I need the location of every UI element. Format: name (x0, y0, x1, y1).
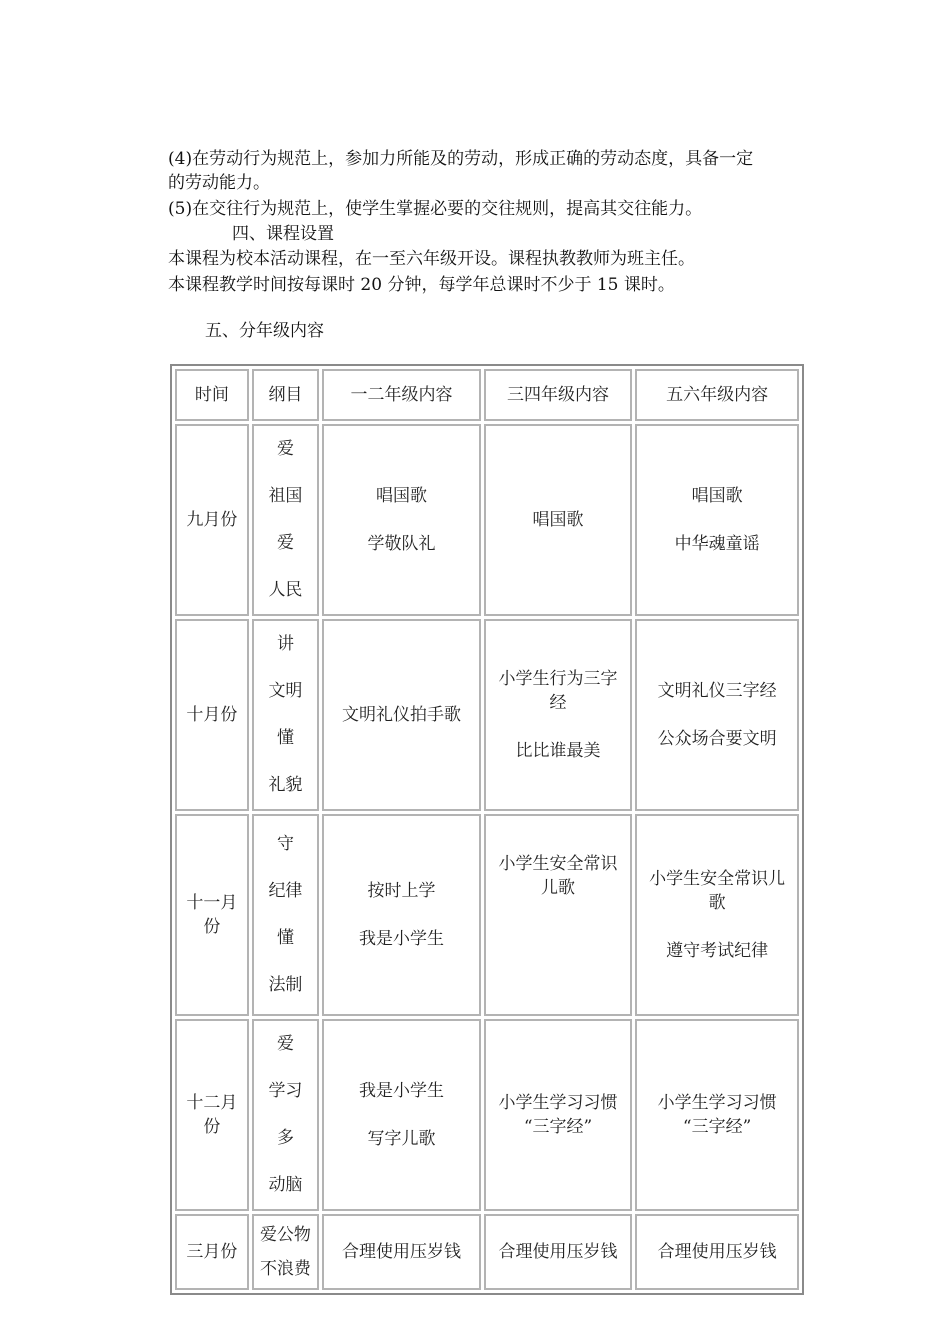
cell-grade12 (322, 1019, 481, 1211)
table-row (175, 619, 799, 811)
outline-line: 守 (276, 834, 294, 854)
section-heading-course-setup: 四、课程设置 (232, 224, 334, 244)
grade-content-table (170, 364, 804, 1295)
content-line: 我是小学生 (359, 929, 445, 949)
content-line: 小学生行为三字 (498, 669, 618, 689)
cell-outline (252, 1019, 320, 1211)
table-row (175, 1214, 799, 1290)
paragraph-setup-2: 本课程教学时间按每课时 20 分钟，每学年总课时不少于 15 课时。 (168, 275, 675, 295)
outline-line: 学习 (268, 1081, 303, 1101)
cell-grade34: 合理使用压岁钱 (484, 1214, 632, 1290)
outline-line: 法制 (268, 975, 303, 995)
content-line: 遵守考试纪律 (666, 941, 769, 961)
content-line: 歌 (708, 893, 726, 913)
content-line: “三字经” (523, 1117, 593, 1137)
content-line: 儿歌 (541, 878, 576, 898)
paragraph-social: (5)在交往行为规范上，使学生掌握必要的交往规则，提高其交往能力。 (168, 199, 703, 219)
table-header-row (175, 369, 799, 421)
cell-time: 三月份 (175, 1214, 249, 1290)
outline-line: 爱 (276, 1034, 294, 1054)
cell-outline (252, 814, 320, 1016)
cell-grade56 (635, 814, 799, 1016)
paragraph-labor-line1: (4)在劳动行为规范上，参加力所能及的劳动，形成正确的劳动态度，具备一定 (168, 149, 754, 169)
header-grade56: 五六年级内容 (635, 369, 799, 421)
content-line: 小学生学习习惯 (657, 1093, 777, 1113)
cell-grade12: 合理使用压岁钱 (322, 1214, 481, 1290)
cell-grade56 (635, 424, 799, 616)
cell-grade56 (635, 1019, 799, 1211)
table-row (175, 424, 799, 616)
outline-line: 人民 (268, 580, 303, 600)
cell-grade12 (322, 619, 481, 811)
content-line: 文明礼仪拍手歌 (342, 705, 462, 725)
outline-line: 爱 (276, 439, 294, 459)
cell-grade34 (484, 1019, 632, 1211)
content-line: 小学生安全常识儿 (649, 869, 786, 889)
content-line: 唱国歌 (532, 510, 584, 530)
header-grade34: 三四年级内容 (484, 369, 632, 421)
content-line: 唱国歌 (376, 486, 428, 506)
cell-outline (252, 424, 320, 616)
outline-line: 不浪费 (259, 1259, 311, 1279)
header-time: 时间 (175, 369, 249, 421)
content-line: 经 (549, 693, 567, 713)
cell-grade12 (322, 814, 481, 1016)
content-line: 公众场合要文明 (657, 729, 777, 749)
cell-outline (252, 1214, 320, 1290)
content-line: 小学生学习习惯 (498, 1093, 618, 1113)
cell-grade34 (484, 619, 632, 811)
header-grade12: 一二年级内容 (322, 369, 481, 421)
header-outline: 纲目 (252, 369, 320, 421)
outline-line: 爱 (276, 533, 294, 553)
table-row (175, 1019, 799, 1211)
outline-line: 祖国 (268, 486, 303, 506)
content-line: 按时上学 (367, 881, 436, 901)
content-line: 文明礼仪三字经 (657, 681, 777, 701)
cell-outline (252, 619, 320, 811)
outline-line: 礼貌 (268, 775, 303, 795)
outline-line: 纪律 (268, 881, 303, 901)
cell-grade56 (635, 619, 799, 811)
content-line: 唱国歌 (691, 486, 743, 506)
content-line: 写字儿歌 (367, 1129, 436, 1149)
content-line: 学敬队礼 (367, 534, 436, 554)
cell-time: 九月份 (175, 424, 249, 616)
content-line: 我是小学生 (359, 1081, 445, 1101)
section-heading-grade-content: 五、分年级内容 (205, 321, 324, 341)
content-line: 中华魂童谣 (674, 534, 760, 554)
outline-line: 多 (276, 1128, 294, 1148)
outline-line: 讲 (276, 634, 294, 654)
content-line: 比比谁最美 (515, 741, 601, 761)
outline-line: 文明 (268, 681, 303, 701)
outline-line: 懂 (276, 728, 294, 748)
grade-content-table-wrapper (170, 364, 804, 1295)
content-line: “三字经” (682, 1117, 752, 1137)
table-row (175, 814, 799, 1016)
cell-time: 十一月份 (175, 814, 249, 1016)
cell-time: 十月份 (175, 619, 249, 811)
outline-line: 爱公物 (259, 1225, 311, 1245)
cell-grade56: 合理使用压岁钱 (635, 1214, 799, 1290)
cell-grade34 (484, 424, 632, 616)
cell-grade12 (322, 424, 481, 616)
cell-time: 十二月份 (175, 1019, 249, 1211)
cell-grade34 (484, 814, 632, 1016)
paragraph-setup-1: 本课程为校本活动课程，在一至六年级开设。课程执教教师为班主任。 (168, 249, 695, 269)
outline-line: 动脑 (268, 1175, 303, 1195)
paragraph-labor-line2: 的劳动能力。 (168, 173, 270, 193)
outline-line: 懂 (276, 928, 294, 948)
content-line: 小学生安全常识 (498, 854, 618, 874)
